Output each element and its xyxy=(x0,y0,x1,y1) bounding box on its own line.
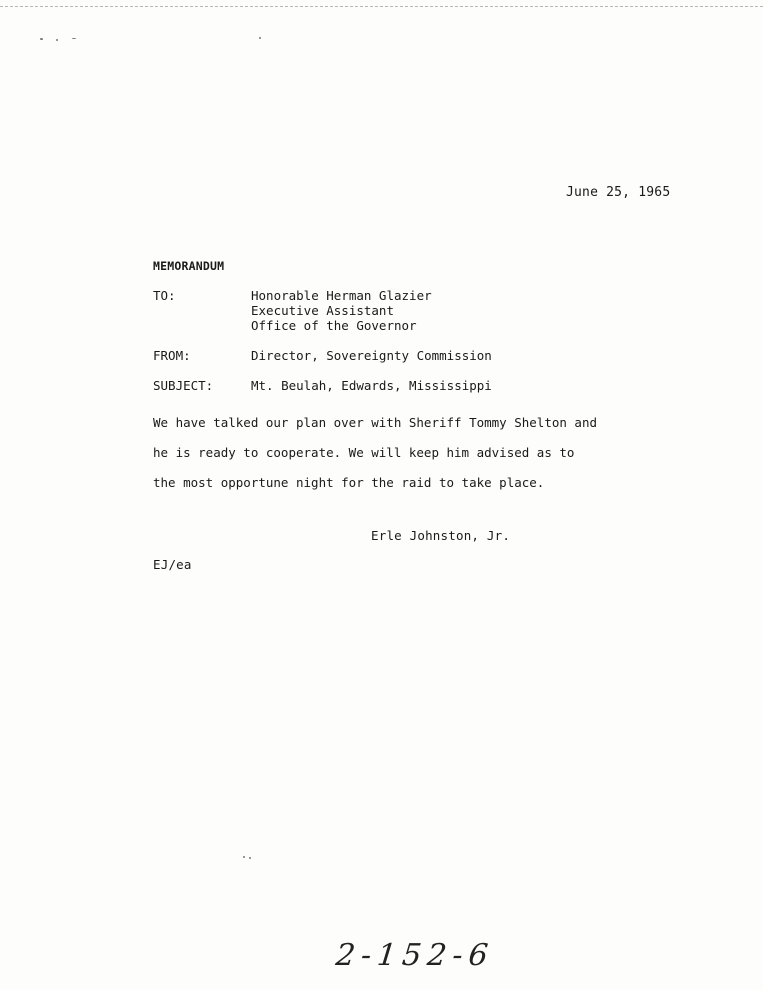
signature: Erle Johnston, Jr. xyxy=(371,528,511,543)
memo-body xyxy=(153,408,623,498)
from-label: FROM: xyxy=(153,348,191,363)
to-line: Office of the Governor xyxy=(251,318,417,333)
body-line: he is ready to cooperate. We will keep him advised as to xyxy=(153,445,575,460)
to-line: Honorable Herman Glazier xyxy=(251,288,432,303)
subject-value: Mt. Beulah, Edwards, Mississippi xyxy=(251,378,492,393)
to-line: Executive Assistant xyxy=(251,303,394,318)
to-recipient xyxy=(251,288,432,333)
from-value: Director, Sovereignty Commission xyxy=(251,348,492,363)
body-line: We have talked our plan over with Sheriff Tommy Shelton and xyxy=(153,415,598,430)
scan-speck xyxy=(243,856,245,858)
memo-date: June 25, 1965 xyxy=(566,185,671,200)
memo-heading: MEMORANDUM xyxy=(153,259,225,273)
handwritten-file-number: 2-152-6 xyxy=(334,938,496,973)
scan-speck xyxy=(40,38,43,40)
subject-label: SUBJECT: xyxy=(153,378,214,393)
scan-speck xyxy=(56,39,58,41)
scan-top-edge xyxy=(0,0,763,7)
typist-initials: EJ/ea xyxy=(153,557,192,572)
body-line: the most opportune night for the raid to take place. xyxy=(153,475,545,490)
scan-speck xyxy=(259,37,261,39)
to-label: TO: xyxy=(153,288,176,303)
scan-speck xyxy=(72,38,76,39)
scan-speck xyxy=(249,857,251,859)
